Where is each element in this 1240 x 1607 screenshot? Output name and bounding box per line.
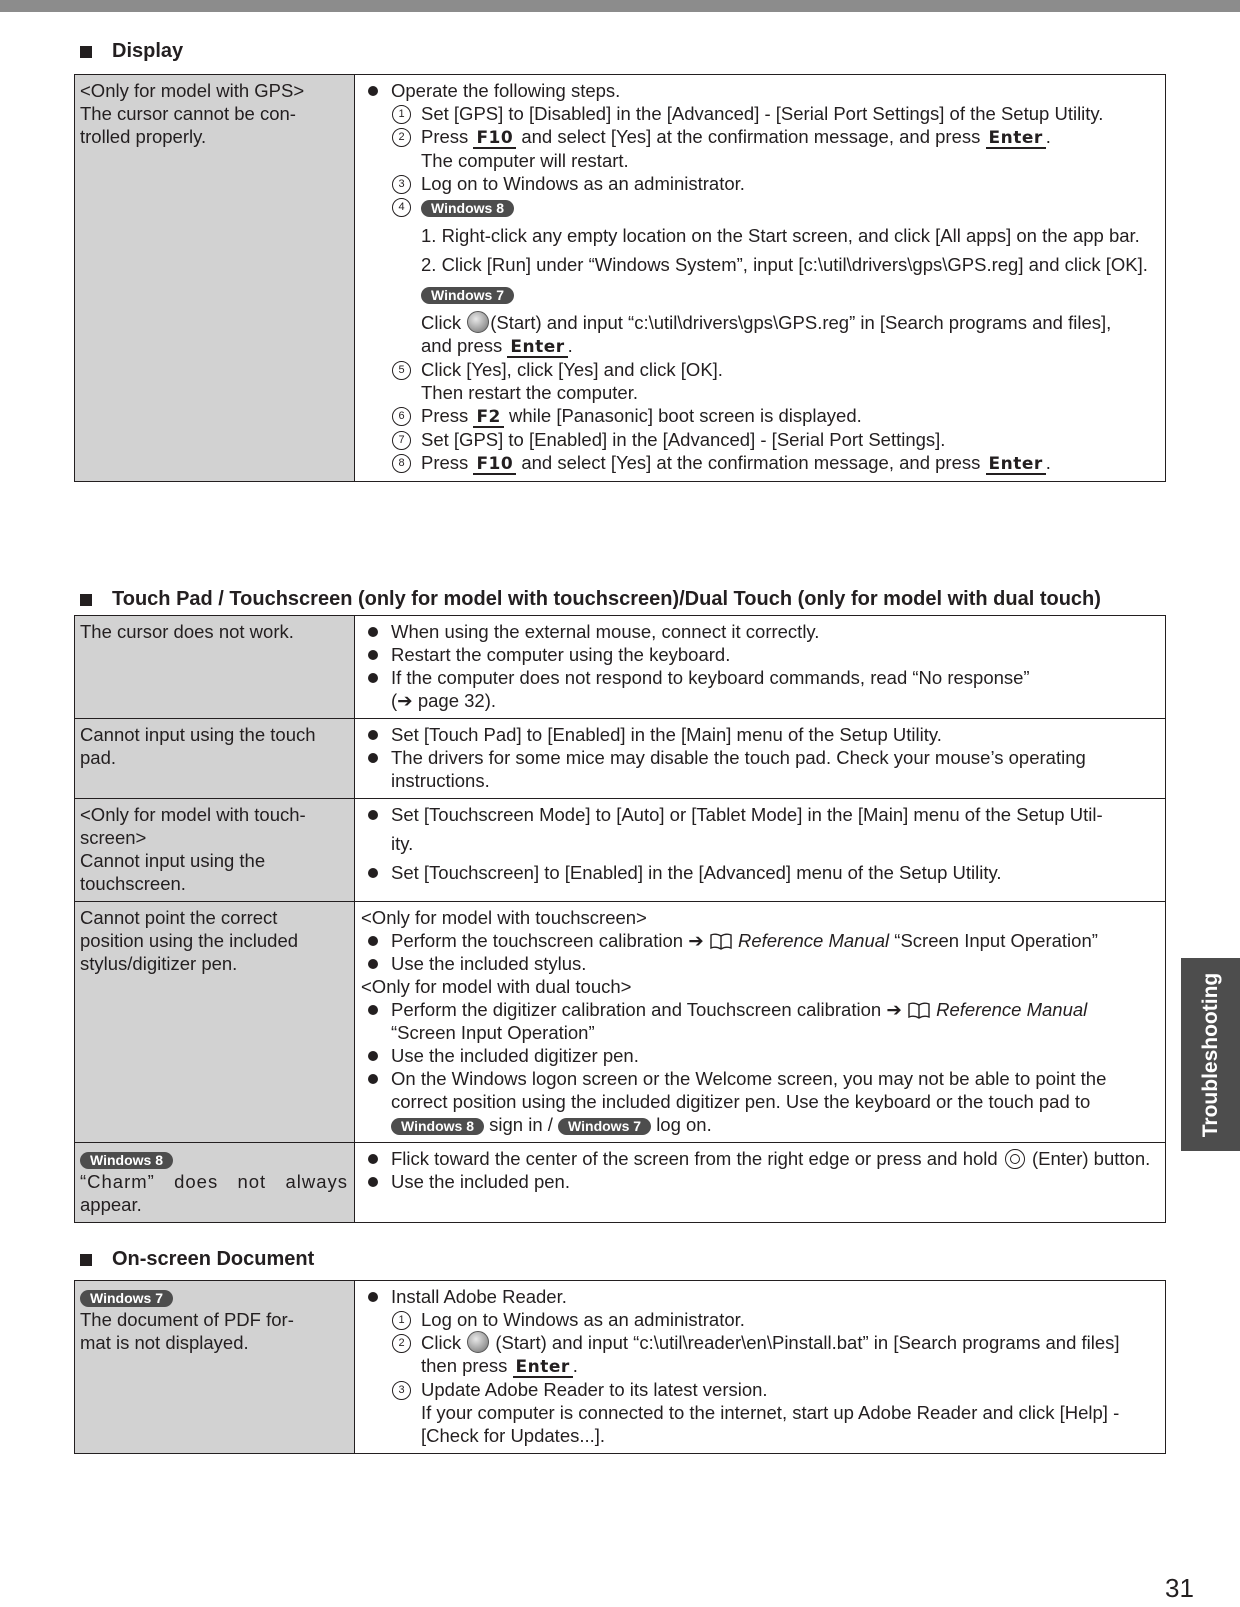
subheading: <Only for model with dual touch> <box>361 976 632 997</box>
arrow-right-icon: ➔ <box>688 930 704 951</box>
square-bullet-icon <box>80 1254 92 1266</box>
top-bar <box>0 0 1240 12</box>
step-4-w8-1: 1. Right-click any empty location on the Start screen, and click [All apps] on the app bar. <box>421 225 1140 246</box>
bullet-icon <box>368 1177 378 1187</box>
step-1: 1 Log on to Windows as an administrator. <box>361 1308 1159 1331</box>
windows-7-badge: Windows 7 <box>80 1290 173 1307</box>
step-7: 7 Set [GPS] to [Enabled] in the [Advanced] - [Serial Port Settings]. <box>361 428 1159 451</box>
enter-key-icon: Enter <box>513 1358 573 1378</box>
table-row <box>75 902 1166 1143</box>
list-item: Set [Touchscreen Mode] to [Auto] or [Tablet Mode] in the [Main] menu of the Setup Util- <box>361 803 1159 826</box>
step-8: 8 Press F10 and select [Yes] at the confirmation message, and press Enter . <box>361 451 1159 475</box>
section-onscreen-heading: On-screen Document <box>80 1248 314 1271</box>
bullet-icon <box>368 959 378 969</box>
reference-manual-link[interactable]: Reference Manual <box>737 930 890 951</box>
f2-key-icon: F2 <box>473 408 503 428</box>
bullet-icon <box>368 810 378 820</box>
section-touch-heading: Touch Pad / Touchscreen (only for model with touchscreen)/Dual Touch (only for model with dual touch) <box>80 588 1101 611</box>
bullet-icon <box>368 753 378 763</box>
enter-key-icon: Enter <box>986 455 1046 475</box>
step-6: 6 Press F2 while [Panasonic] boot screen is displayed. <box>361 404 1159 428</box>
section-display-heading: Display <box>80 40 183 63</box>
table-row <box>75 1281 1166 1454</box>
step-4-w7-badge-line <box>361 282 1159 305</box>
problem-cell: Cannot point the correct position using the included stylus/digitizer pen. <box>75 902 355 1143</box>
square-bullet-icon <box>80 594 92 606</box>
enter-button-icon <box>1005 1149 1025 1169</box>
bullet-icon <box>368 1005 378 1015</box>
bullet-icon <box>368 1292 378 1302</box>
solution-cell <box>355 719 1166 799</box>
bullet-icon <box>368 627 378 637</box>
step-2-note: The computer will restart. <box>421 150 629 171</box>
table-row <box>75 719 1166 799</box>
step-5-note: Then restart the computer. <box>421 382 638 403</box>
step-2: 2 Click (Start) and input “c:\util\reader\en\Pinstall.bat” in [Search programs and files] then press Enter . <box>361 1331 1159 1378</box>
list-item: Set [Touch Pad] to [Enabled] in the [Main] menu of the Setup Utility. <box>361 723 1159 746</box>
solution-cell <box>355 75 1166 482</box>
step-number-icon: 4 <box>392 198 411 217</box>
step-number-icon: 7 <box>392 431 411 450</box>
bullet-icon <box>368 1051 378 1061</box>
step-2: 2 Press F10 and select [Yes] at the confirmation message, and press Enter . <box>361 125 1159 149</box>
list-item: Perform the digitizer calibration and Touchscreen calibration ➔ Reference Manual “Screen Input Operation” <box>361 998 1159 1044</box>
bullet-icon <box>368 86 378 96</box>
step-4-w7-cont: and press Enter . <box>421 335 573 357</box>
step-4-w8-2: 2. Click [Run] under “Windows System”, input [c:\util\drivers\gps\GPS.reg] and click [OK]. <box>421 254 1148 275</box>
list-item: On the Windows logon screen or the Welcome screen, you may not be able to point the correct position using the included digitizer pen. Use the keyboard or the touch pad to Windows 8 sign in / Windows 7 log on. <box>361 1067 1159 1136</box>
f10-key-icon: F10 <box>473 455 516 475</box>
table-row <box>75 75 1166 482</box>
arrow-right-icon: ➔ <box>397 690 413 711</box>
windows-8-badge: Windows 8 <box>391 1118 484 1135</box>
step-4-w7: Click (Start) and input “c:\util\drivers\gps\GPS.reg” in [Search programs and files], <box>421 312 1112 333</box>
windows-8-badge: Windows 8 <box>80 1152 173 1169</box>
problem-cell: The cursor does not work. <box>75 616 355 719</box>
step-number-icon: 8 <box>392 454 411 473</box>
problem-cell: <Only for model with GPS> The cursor cannot be con- trolled properly. <box>75 75 355 482</box>
list-item: When using the external mouse, connect it correctly. <box>361 620 1159 643</box>
list-item: Restart the computer using the keyboard. <box>361 643 1159 666</box>
step-number-icon: 1 <box>392 1311 411 1330</box>
step-number-icon: 3 <box>392 175 411 194</box>
solution-cell <box>355 1281 1166 1454</box>
bullet-icon <box>368 673 378 683</box>
step-number-icon: 2 <box>392 128 411 147</box>
list-item: Operate the following steps. <box>361 79 1159 102</box>
bullet-icon <box>368 730 378 740</box>
step-3: 3 Log on to Windows as an administrator. <box>361 172 1159 195</box>
solution-cell <box>355 902 1166 1143</box>
table-row <box>75 799 1166 902</box>
problem-cell: <Only for model with touch- screen> Cannot input using the touchscreen. <box>75 799 355 902</box>
step-number-icon: 3 <box>392 1381 411 1400</box>
windows-start-icon <box>467 1331 489 1353</box>
display-table <box>74 74 1166 482</box>
list-item: Use the included stylus. <box>361 952 1159 975</box>
bullet-icon <box>368 936 378 946</box>
bullet-icon <box>368 1074 378 1084</box>
bullet-icon <box>368 1154 378 1164</box>
list-item-cont: ity. <box>391 833 414 854</box>
solution-cell <box>355 799 1166 902</box>
touch-table <box>74 615 1166 1223</box>
step-5: 5 Click [Yes], click [Yes] and click [OK]. <box>361 358 1159 381</box>
windows-8-badge: Windows 8 <box>421 200 514 217</box>
step-number-icon: 5 <box>392 361 411 380</box>
page-number: 31 <box>1165 1573 1194 1603</box>
list-item: Install Adobe Reader. <box>361 1285 1159 1308</box>
subheading: <Only for model with touchscreen> <box>361 907 647 928</box>
table-row <box>75 1143 1166 1223</box>
table-row <box>75 616 1166 719</box>
arrow-right-icon: ➔ <box>886 999 902 1020</box>
solution-cell <box>355 616 1166 719</box>
list-item: Flick toward the center of the screen from the right edge or press and hold (Enter) button. <box>361 1147 1159 1170</box>
windows-start-icon <box>467 311 489 333</box>
enter-key-icon: Enter <box>507 338 567 358</box>
windows-7-badge: Windows 7 <box>558 1118 651 1135</box>
problem-cell: Windows 8 “Charm” does not always appear. <box>75 1143 355 1223</box>
manual-book-icon <box>709 932 733 950</box>
enter-key-icon: Enter <box>986 129 1046 149</box>
step-number-icon: 1 <box>392 105 411 124</box>
list-item: If the computer does not respond to keyboard commands, read “No response” (➔ page 32). <box>361 666 1159 712</box>
problem-cell: Windows 7 The document of PDF for- mat is not displayed. <box>75 1281 355 1454</box>
step-number-icon: 2 <box>392 1334 411 1353</box>
step-number-icon: 6 <box>392 407 411 426</box>
step-4 <box>361 195 1159 218</box>
square-bullet-icon <box>80 46 92 58</box>
manual-book-icon <box>907 1001 931 1019</box>
bullet-icon <box>368 650 378 660</box>
problem-cell: Cannot input using the touch pad. <box>75 719 355 799</box>
list-item: Use the included pen. <box>361 1170 1159 1193</box>
reference-manual-link[interactable]: Reference Manual <box>936 999 1088 1020</box>
list-item: Use the included digitizer pen. <box>361 1044 1159 1067</box>
step-1: 1 Set [GPS] to [Disabled] in the [Advanced] - [Serial Port Settings] of the Setup Utility. <box>361 102 1159 125</box>
side-tab-troubleshooting: Troubleshooting <box>1181 958 1240 1151</box>
f10-key-icon: F10 <box>473 129 516 149</box>
windows-7-badge: Windows 7 <box>421 287 514 304</box>
step-3: 3 Update Adobe Reader to its latest version. If your computer is connected to the internet, start up Adobe Reader and click [Help] - [Check for Updates...]. <box>361 1378 1159 1447</box>
solution-cell <box>355 1143 1166 1223</box>
list-item: The drivers for some mice may disable the touch pad. Check your mouse’s operating instructions. <box>361 746 1159 792</box>
onscreen-table <box>74 1280 1166 1454</box>
list-item: Set [Touchscreen] to [Enabled] in the [Advanced] menu of the Setup Utility. <box>361 861 1159 884</box>
list-item: Perform the touchscreen calibration ➔ Reference Manual “Screen Input Operation” <box>361 929 1159 952</box>
bullet-icon <box>368 868 378 878</box>
